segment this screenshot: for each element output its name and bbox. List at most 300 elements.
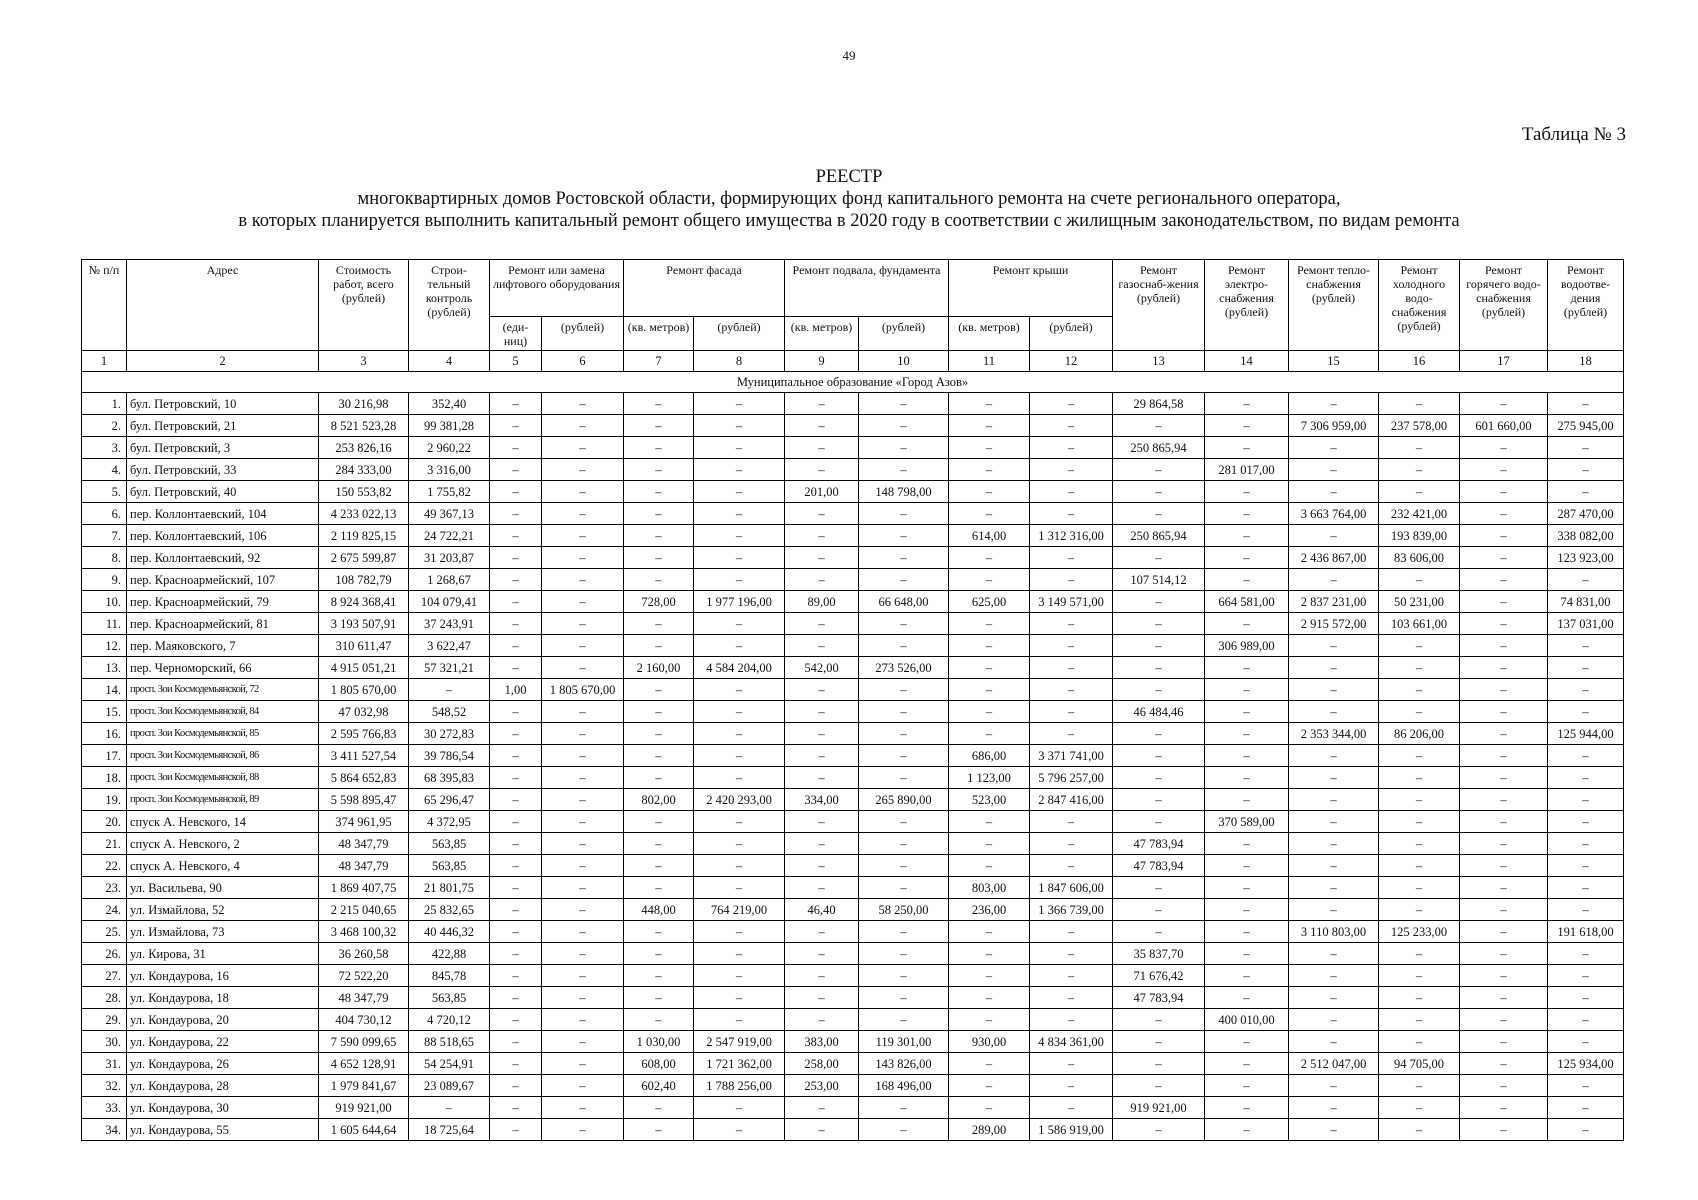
row-address: ул. Кондаурова, 20 bbox=[127, 1009, 319, 1031]
table-cell: 3 663 764,00 bbox=[1289, 503, 1379, 525]
table-cell: – bbox=[1460, 723, 1548, 745]
table-cell: – bbox=[949, 833, 1030, 855]
table-cell: 383,00 bbox=[785, 1031, 859, 1053]
table-cell: 236,00 bbox=[949, 899, 1030, 921]
table-cell: 448,00 bbox=[624, 899, 694, 921]
table-cell: – bbox=[859, 1009, 949, 1031]
table-row bbox=[82, 943, 1624, 965]
table-cell: – bbox=[1205, 481, 1289, 503]
table-cell: 338 082,00 bbox=[1548, 525, 1624, 547]
table-cell: – bbox=[1460, 1097, 1548, 1119]
table-cell: 30 216,98 bbox=[319, 393, 409, 415]
table-cell: 919 921,00 bbox=[319, 1097, 409, 1119]
table-cell: – bbox=[1030, 833, 1113, 855]
table-cell: – bbox=[1379, 1119, 1460, 1141]
table-cell: – bbox=[1289, 393, 1379, 415]
column-number: 4 bbox=[409, 351, 490, 372]
table-cell: – bbox=[490, 459, 542, 481]
table-cell: 49 367,13 bbox=[409, 503, 490, 525]
table-cell: 3 411 527,54 bbox=[319, 745, 409, 767]
table-cell: 36 260,58 bbox=[319, 943, 409, 965]
table-cell: – bbox=[694, 393, 785, 415]
table-cell: – bbox=[1460, 877, 1548, 899]
table-cell: 4 372,95 bbox=[409, 811, 490, 833]
table-cell: – bbox=[785, 1119, 859, 1141]
table-cell: 310 611,47 bbox=[319, 635, 409, 657]
table-cell: – bbox=[1379, 393, 1460, 415]
row-number: 1. bbox=[82, 393, 127, 415]
table-cell: – bbox=[1113, 811, 1205, 833]
row-number: 33. bbox=[82, 1097, 127, 1119]
table-cell: – bbox=[1460, 855, 1548, 877]
table-cell: 48 347,79 bbox=[319, 855, 409, 877]
table-cell: – bbox=[624, 525, 694, 547]
row-number: 7. bbox=[82, 525, 127, 547]
table-row bbox=[82, 1119, 1624, 1141]
table-cell: – bbox=[542, 811, 624, 833]
table-cell: 2 512 047,00 bbox=[1289, 1053, 1379, 1075]
table-cell: – bbox=[624, 833, 694, 855]
table-cell: – bbox=[1030, 437, 1113, 459]
table-cell: 148 798,00 bbox=[859, 481, 949, 503]
table-cell: – bbox=[542, 481, 624, 503]
table-cell: – bbox=[624, 811, 694, 833]
table-row bbox=[82, 481, 1624, 503]
table-cell: 74 831,00 bbox=[1548, 591, 1624, 613]
table-cell: 123 923,00 bbox=[1548, 547, 1624, 569]
row-address: бул. Петровский, 3 bbox=[127, 437, 319, 459]
table-cell: 119 301,00 bbox=[859, 1031, 949, 1053]
table-cell: 5 796 257,00 bbox=[1030, 767, 1113, 789]
table-cell: 143 826,00 bbox=[859, 1053, 949, 1075]
table-cell: – bbox=[859, 987, 949, 1009]
table-cell: 273 526,00 bbox=[859, 657, 949, 679]
table-cell: – bbox=[785, 415, 859, 437]
table-cell: 265 890,00 bbox=[859, 789, 949, 811]
table-cell: – bbox=[859, 437, 949, 459]
table-cell: – bbox=[1205, 701, 1289, 723]
table-cell: – bbox=[1460, 1031, 1548, 1053]
table-cell: 1 605 644,64 bbox=[319, 1119, 409, 1141]
table-cell: – bbox=[1460, 943, 1548, 965]
table-cell: 686,00 bbox=[949, 745, 1030, 767]
table-cell: – bbox=[1289, 657, 1379, 679]
table-cell: – bbox=[694, 547, 785, 569]
table-cell: – bbox=[785, 547, 859, 569]
table-cell: – bbox=[1289, 855, 1379, 877]
table-cell: – bbox=[542, 767, 624, 789]
table-cell: – bbox=[694, 613, 785, 635]
table-cell: – bbox=[1460, 1075, 1548, 1097]
table-cell: – bbox=[1548, 635, 1624, 657]
table-cell: 125 934,00 bbox=[1548, 1053, 1624, 1075]
table-cell: – bbox=[542, 547, 624, 569]
table-cell: 237 578,00 bbox=[1379, 415, 1460, 437]
table-cell: 48 347,79 bbox=[319, 987, 409, 1009]
table-cell: 374 961,95 bbox=[319, 811, 409, 833]
table-cell: – bbox=[490, 1031, 542, 1053]
table-row bbox=[82, 745, 1624, 767]
table-cell: – bbox=[949, 415, 1030, 437]
table-row bbox=[82, 877, 1624, 899]
table-cell: – bbox=[1379, 701, 1460, 723]
header-cold-water: Ремонт холодного водо-снабжения (рублей) bbox=[1379, 260, 1460, 351]
column-number: 15 bbox=[1289, 351, 1379, 372]
table-cell: 83 606,00 bbox=[1379, 547, 1460, 569]
row-address: пер. Красноармейский, 79 bbox=[127, 591, 319, 613]
row-address: просп. Зои Космодемьянской, 84 bbox=[127, 701, 319, 723]
table-cell: – bbox=[1548, 679, 1624, 701]
table-cell: 57 321,21 bbox=[409, 657, 490, 679]
table-body bbox=[82, 393, 1624, 1141]
table-cell: – bbox=[542, 613, 624, 635]
row-number: 5. bbox=[82, 481, 127, 503]
table-cell: – bbox=[542, 943, 624, 965]
table-cell: 66 648,00 bbox=[859, 591, 949, 613]
table-cell: – bbox=[1113, 415, 1205, 437]
header-num: № п/п bbox=[82, 260, 127, 351]
column-number: 10 bbox=[859, 351, 949, 372]
table-cell: – bbox=[1030, 635, 1113, 657]
table-cell: – bbox=[785, 569, 859, 591]
table-cell: 2 837 231,00 bbox=[1289, 591, 1379, 613]
table-cell: – bbox=[1460, 613, 1548, 635]
column-number: 11 bbox=[949, 351, 1030, 372]
table-cell: – bbox=[490, 943, 542, 965]
table-header bbox=[82, 260, 1624, 372]
table-cell: 125 944,00 bbox=[1548, 723, 1624, 745]
row-number: 19. bbox=[82, 789, 127, 811]
table-cell: – bbox=[1379, 1097, 1460, 1119]
header-lift: Ремонт или замена лифтового оборудования bbox=[490, 260, 624, 317]
table-cell: – bbox=[1030, 657, 1113, 679]
table-cell: – bbox=[949, 1053, 1030, 1075]
table-cell: – bbox=[542, 1075, 624, 1097]
table-cell: – bbox=[624, 393, 694, 415]
row-number: 27. bbox=[82, 965, 127, 987]
table-cell: – bbox=[949, 657, 1030, 679]
table-cell: – bbox=[1205, 437, 1289, 459]
header-cost: Стоимость работ, всего (рублей) bbox=[319, 260, 409, 351]
table-cell: – bbox=[949, 679, 1030, 701]
table-cell: – bbox=[859, 701, 949, 723]
table-cell: – bbox=[624, 481, 694, 503]
table-cell: – bbox=[1030, 613, 1113, 635]
table-cell: 3 149 571,00 bbox=[1030, 591, 1113, 613]
table-cell: – bbox=[1289, 481, 1379, 503]
table-cell: – bbox=[1379, 833, 1460, 855]
column-number: 9 bbox=[785, 351, 859, 372]
table-cell: 3 371 741,00 bbox=[1030, 745, 1113, 767]
table-cell: – bbox=[694, 987, 785, 1009]
title-line-3: в которых планируется выполнить капитальный ремонт общего имущества в 2020 году в соответствии с жилищным законодательством, по видам ремонта bbox=[238, 211, 1460, 231]
table-cell: – bbox=[624, 1119, 694, 1141]
table-cell: – bbox=[1379, 789, 1460, 811]
table-cell: – bbox=[1030, 679, 1113, 701]
table-cell: – bbox=[1460, 1053, 1548, 1075]
table-cell: 608,00 bbox=[624, 1053, 694, 1075]
table-row bbox=[82, 987, 1624, 1009]
row-address: ул. Васильева, 90 bbox=[127, 877, 319, 899]
table-cell: – bbox=[1548, 1097, 1624, 1119]
table-cell: – bbox=[1205, 877, 1289, 899]
table-cell: – bbox=[1030, 921, 1113, 943]
header-lift-units: (еди-ниц) bbox=[490, 317, 542, 351]
table-cell: 3 110 803,00 bbox=[1289, 921, 1379, 943]
row-address: ул. Кирова, 31 bbox=[127, 943, 319, 965]
table-cell: 86 206,00 bbox=[1379, 723, 1460, 745]
header-control: Строи-тельный контроль (рублей) bbox=[409, 260, 490, 351]
table-cell: – bbox=[490, 877, 542, 899]
table-cell: – bbox=[409, 1097, 490, 1119]
table-cell: – bbox=[1548, 899, 1624, 921]
row-number: 26. bbox=[82, 943, 127, 965]
table-cell: 2 420 293,00 bbox=[694, 789, 785, 811]
table-cell: – bbox=[1460, 569, 1548, 591]
table-cell: – bbox=[949, 459, 1030, 481]
table-cell: – bbox=[785, 1097, 859, 1119]
table-cell: – bbox=[624, 921, 694, 943]
table-cell: – bbox=[949, 921, 1030, 943]
table-cell: – bbox=[1548, 701, 1624, 723]
table-cell: – bbox=[624, 745, 694, 767]
table-cell: – bbox=[785, 701, 859, 723]
table-cell: 1 805 670,00 bbox=[542, 679, 624, 701]
table-cell: – bbox=[1548, 811, 1624, 833]
table-cell: – bbox=[542, 921, 624, 943]
table-cell: 4 652 128,91 bbox=[319, 1053, 409, 1075]
table-cell: – bbox=[785, 393, 859, 415]
table-cell: – bbox=[694, 415, 785, 437]
table-cell: 334,00 bbox=[785, 789, 859, 811]
table-cell: 2 436 867,00 bbox=[1289, 547, 1379, 569]
row-number: 23. bbox=[82, 877, 127, 899]
table-cell: 2 595 766,83 bbox=[319, 723, 409, 745]
table-cell: – bbox=[694, 965, 785, 987]
table-cell: – bbox=[1548, 393, 1624, 415]
table-cell: – bbox=[1548, 1075, 1624, 1097]
table-cell: 68 395,83 bbox=[409, 767, 490, 789]
column-number: 7 bbox=[624, 351, 694, 372]
table-cell: – bbox=[1289, 1009, 1379, 1031]
table-cell: – bbox=[542, 503, 624, 525]
row-address: ул. Кондаурова, 22 bbox=[127, 1031, 319, 1053]
row-number: 31. bbox=[82, 1053, 127, 1075]
table-row bbox=[82, 437, 1624, 459]
table-cell: – bbox=[1030, 811, 1113, 833]
table-cell: – bbox=[490, 481, 542, 503]
column-number: 5 bbox=[490, 351, 542, 372]
table-cell: – bbox=[490, 921, 542, 943]
table-cell: – bbox=[694, 811, 785, 833]
row-address: бул. Петровский, 10 bbox=[127, 393, 319, 415]
table-cell: 764 219,00 bbox=[694, 899, 785, 921]
table-cell: – bbox=[1205, 679, 1289, 701]
table-cell: 422,88 bbox=[409, 943, 490, 965]
table-cell: 602,40 bbox=[624, 1075, 694, 1097]
table-cell: – bbox=[1548, 789, 1624, 811]
table-cell: – bbox=[1205, 547, 1289, 569]
table-cell: – bbox=[1379, 635, 1460, 657]
table-row bbox=[82, 965, 1624, 987]
table-cell: – bbox=[1289, 635, 1379, 657]
page-number: 49 bbox=[842, 48, 856, 63]
table-cell: – bbox=[1379, 943, 1460, 965]
table-cell: – bbox=[949, 635, 1030, 657]
table-cell: – bbox=[949, 481, 1030, 503]
row-address: спуск А. Невского, 14 bbox=[127, 811, 319, 833]
table-cell: 664 581,00 bbox=[1205, 591, 1289, 613]
table-cell: – bbox=[1113, 613, 1205, 635]
table-cell: – bbox=[542, 569, 624, 591]
table-cell: – bbox=[1205, 789, 1289, 811]
table-cell: – bbox=[1460, 811, 1548, 833]
header-facade-m: (кв. метров) bbox=[624, 317, 694, 351]
table-cell: 168 496,00 bbox=[859, 1075, 949, 1097]
table-cell: – bbox=[1548, 481, 1624, 503]
table-cell: 404 730,12 bbox=[319, 1009, 409, 1031]
table-cell: 31 203,87 bbox=[409, 547, 490, 569]
table-cell: 40 446,32 bbox=[409, 921, 490, 943]
header-basement-m: (кв. метров) bbox=[785, 317, 859, 351]
table-cell: – bbox=[1205, 723, 1289, 745]
table-cell: – bbox=[1548, 767, 1624, 789]
table-cell: 39 786,54 bbox=[409, 745, 490, 767]
table-cell: – bbox=[1548, 1119, 1624, 1141]
column-number: 14 bbox=[1205, 351, 1289, 372]
table-cell: – bbox=[542, 1031, 624, 1053]
table-cell: 4 915 051,21 bbox=[319, 657, 409, 679]
header-hot-water: Ремонт горячего водо-снабжения (рублей) bbox=[1460, 260, 1548, 351]
table-cell: – bbox=[694, 745, 785, 767]
table-cell: – bbox=[1548, 657, 1624, 679]
table-cell: – bbox=[1113, 481, 1205, 503]
table-cell: – bbox=[1548, 833, 1624, 855]
table-cell: – bbox=[624, 987, 694, 1009]
table-cell: – bbox=[490, 789, 542, 811]
table-cell: 18 725,64 bbox=[409, 1119, 490, 1141]
table-cell: – bbox=[490, 613, 542, 635]
table-cell: – bbox=[1379, 811, 1460, 833]
table-cell: 2 960,22 bbox=[409, 437, 490, 459]
table-row bbox=[82, 833, 1624, 855]
table-cell: – bbox=[1113, 1031, 1205, 1053]
table-cell: – bbox=[1289, 459, 1379, 481]
table-cell: – bbox=[1289, 525, 1379, 547]
table-cell: – bbox=[1548, 855, 1624, 877]
table-cell: – bbox=[1289, 899, 1379, 921]
table-row bbox=[82, 921, 1624, 943]
column-number: 8 bbox=[694, 351, 785, 372]
table-cell: – bbox=[1548, 943, 1624, 965]
table-cell: – bbox=[1379, 437, 1460, 459]
table-cell: – bbox=[949, 1075, 1030, 1097]
table-row bbox=[82, 723, 1624, 745]
row-number: 34. bbox=[82, 1119, 127, 1141]
table-cell: 1 312 316,00 bbox=[1030, 525, 1113, 547]
table-cell: – bbox=[1379, 481, 1460, 503]
table-cell: – bbox=[490, 987, 542, 1009]
table-row bbox=[82, 613, 1624, 635]
table-cell: – bbox=[1113, 789, 1205, 811]
table-row bbox=[82, 635, 1624, 657]
table-cell: – bbox=[1205, 569, 1289, 591]
table-cell: – bbox=[1030, 1075, 1113, 1097]
table-row bbox=[82, 767, 1624, 789]
table-cell: – bbox=[1460, 965, 1548, 987]
table-cell: – bbox=[1289, 789, 1379, 811]
column-number: 1 bbox=[82, 351, 127, 372]
table-cell: – bbox=[1289, 701, 1379, 723]
table-cell: – bbox=[1289, 877, 1379, 899]
table-cell: 3 468 100,32 bbox=[319, 921, 409, 943]
table-cell: 37 243,91 bbox=[409, 613, 490, 635]
table-cell: 4 233 022,13 bbox=[319, 503, 409, 525]
table-cell: 250 865,94 bbox=[1113, 437, 1205, 459]
table-cell: – bbox=[490, 899, 542, 921]
table-cell: – bbox=[694, 921, 785, 943]
table-cell: – bbox=[1113, 635, 1205, 657]
table-cell: 47 032,98 bbox=[319, 701, 409, 723]
table-cell: – bbox=[1289, 1097, 1379, 1119]
header-sewer: Ремонт водоотве-дения (рублей) bbox=[1548, 260, 1624, 351]
table-cell: – bbox=[1289, 833, 1379, 855]
table-cell: – bbox=[785, 767, 859, 789]
table-cell: 201,00 bbox=[785, 481, 859, 503]
table-cell: – bbox=[1113, 921, 1205, 943]
table-cell: – bbox=[1113, 767, 1205, 789]
table-cell: 2 675 599,87 bbox=[319, 547, 409, 569]
table-cell: – bbox=[624, 679, 694, 701]
table-cell: – bbox=[949, 1009, 1030, 1031]
table-cell: – bbox=[1548, 437, 1624, 459]
table-cell: – bbox=[859, 965, 949, 987]
row-number: 2. bbox=[82, 415, 127, 437]
table-cell: 289,00 bbox=[949, 1119, 1030, 1141]
row-number: 18. bbox=[82, 767, 127, 789]
table-cell: – bbox=[949, 987, 1030, 1009]
table-cell: 29 864,58 bbox=[1113, 393, 1205, 415]
row-address: просп. Зои Космодемьянской, 86 bbox=[127, 745, 319, 767]
table-cell: – bbox=[1113, 1053, 1205, 1075]
row-address: ул. Кондаурова, 55 bbox=[127, 1119, 319, 1141]
table-cell: – bbox=[490, 1053, 542, 1075]
table-cell: – bbox=[1113, 459, 1205, 481]
table-cell: 104 079,41 bbox=[409, 591, 490, 613]
table-cell: – bbox=[1379, 899, 1460, 921]
table-cell: – bbox=[490, 591, 542, 613]
table-cell: – bbox=[1379, 877, 1460, 899]
table-cell: – bbox=[1030, 481, 1113, 503]
table-cell: – bbox=[1379, 1031, 1460, 1053]
table-cell: – bbox=[1289, 943, 1379, 965]
table-cell: – bbox=[624, 1009, 694, 1031]
table-cell: 1 805 670,00 bbox=[319, 679, 409, 701]
table-cell: – bbox=[624, 547, 694, 569]
table-cell: 4 834 361,00 bbox=[1030, 1031, 1113, 1053]
table-cell: 625,00 bbox=[949, 591, 1030, 613]
table-cell: – bbox=[1205, 965, 1289, 987]
table-row bbox=[82, 701, 1624, 723]
header-facade-rub: (рублей) bbox=[694, 317, 785, 351]
table-cell: – bbox=[1548, 987, 1624, 1009]
table-cell: – bbox=[542, 899, 624, 921]
table-cell: – bbox=[785, 987, 859, 1009]
table-cell: – bbox=[694, 855, 785, 877]
table-cell: – bbox=[694, 1119, 785, 1141]
table-cell: 1 979 841,67 bbox=[319, 1075, 409, 1097]
table-cell: – bbox=[1289, 679, 1379, 701]
